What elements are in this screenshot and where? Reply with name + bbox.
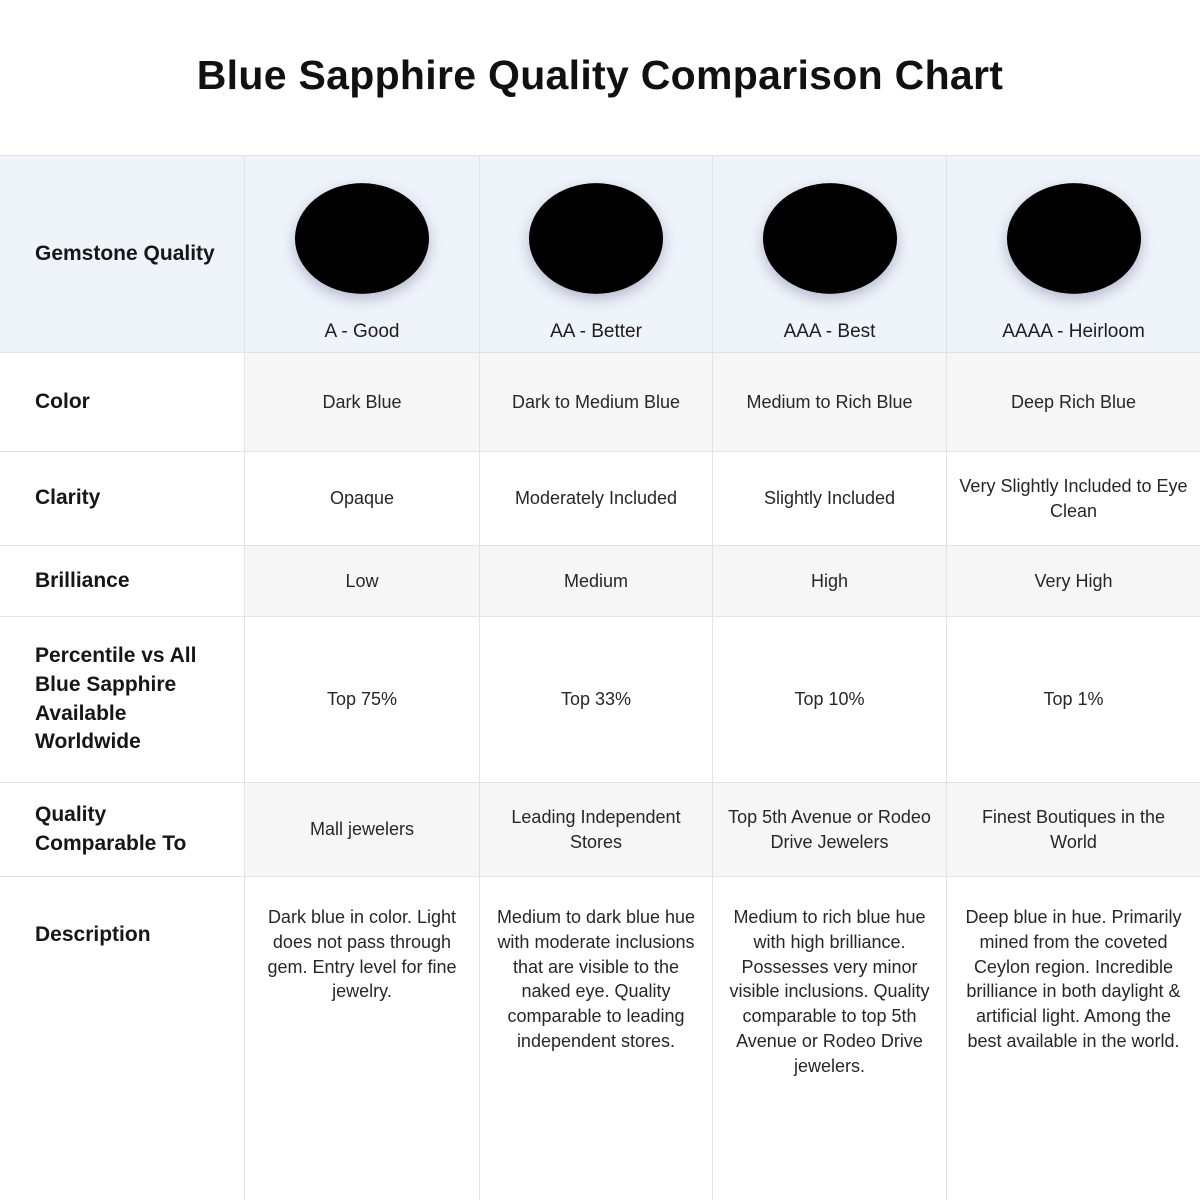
row-label-color: Color xyxy=(0,353,245,452)
cell-description-aaaa: Deep blue in hue. Primarily mined from the coveted Ceylon region. Incredible brilliance in both daylight & artificial light. Among the best available in the world. xyxy=(947,877,1200,1200)
cell-color-aa: Dark to Medium Blue xyxy=(480,353,713,452)
cell-comparable-aaa: Top 5th Avenue or Rodeo Drive Jewelers xyxy=(713,783,947,877)
row-label-brilliance: Brilliance xyxy=(0,546,245,617)
cell-description-aa: Medium to dark blue hue with moderate inclusions that are visible to the naked eye. Quality comparable to leading independent stores. xyxy=(480,877,713,1200)
grade-header-aa-better xyxy=(480,156,713,353)
row-label-clarity: Clarity xyxy=(0,452,245,546)
gem-a-good-icon xyxy=(294,182,430,295)
cell-comparable-aaaa: Finest Boutiques in the World xyxy=(947,783,1200,877)
grade-header-aaaa-heirloom xyxy=(947,156,1200,353)
cell-color-aaaa: Deep Rich Blue xyxy=(947,353,1200,452)
cell-clarity-a: Opaque xyxy=(245,452,480,546)
corner-label-gemstone-quality: Gemstone Quality xyxy=(0,156,245,353)
cell-comparable-a: Mall jewelers xyxy=(245,783,480,877)
cell-brilliance-aaaa: Very High xyxy=(947,546,1200,617)
cell-brilliance-aa: Medium xyxy=(480,546,713,617)
cell-color-a: Dark Blue xyxy=(245,353,480,452)
row-label-description: Description xyxy=(0,877,245,1200)
cell-clarity-aa: Moderately Included xyxy=(480,452,713,546)
cell-description-aaa: Medium to rich blue hue with high brilliance. Possesses very minor visible inclusions. Quality comparable to top 5th Avenue or Rodeo Drive jewelers. xyxy=(713,877,947,1200)
cell-color-aaa: Medium to Rich Blue xyxy=(713,353,947,452)
cell-clarity-aaa: Slightly Included xyxy=(713,452,947,546)
gem-aaaa-heirloom-icon xyxy=(1006,182,1142,295)
cell-percentile-aaa: Top 10% xyxy=(713,617,947,783)
grade-header-aaa-best xyxy=(713,156,947,353)
gem-aaa-best-icon xyxy=(762,182,898,295)
gem-aa-better-icon xyxy=(528,182,664,295)
page-title: Blue Sapphire Quality Comparison Chart xyxy=(196,52,1004,98)
cell-comparable-aa: Leading Independent Stores xyxy=(480,783,713,877)
cell-percentile-aa: Top 33% xyxy=(480,617,713,783)
cell-clarity-aaaa: Very Slightly Included to Eye Clean xyxy=(947,452,1200,546)
cell-percentile-aaaa: Top 1% xyxy=(947,617,1200,783)
grade-label: AAAA - Heirloom xyxy=(1002,321,1145,342)
cell-description-a: Dark blue in color. Light does not pass through gem. Entry level for fine jewelry. xyxy=(245,877,480,1200)
grade-label: AA - Better xyxy=(550,321,642,342)
row-label-quality-comparable: Quality Comparable To xyxy=(0,783,245,877)
comparison-table xyxy=(0,155,1200,1200)
grade-label: A - Good xyxy=(324,321,400,342)
grade-label: AAA - Best xyxy=(783,321,876,342)
cell-brilliance-a: Low xyxy=(245,546,480,617)
row-label-percentile: Percentile vs All Blue Sapphire Available Worldwide xyxy=(0,617,245,783)
grade-header-a-good xyxy=(245,156,480,353)
cell-percentile-a: Top 75% xyxy=(245,617,480,783)
cell-brilliance-aaa: High xyxy=(713,546,947,617)
